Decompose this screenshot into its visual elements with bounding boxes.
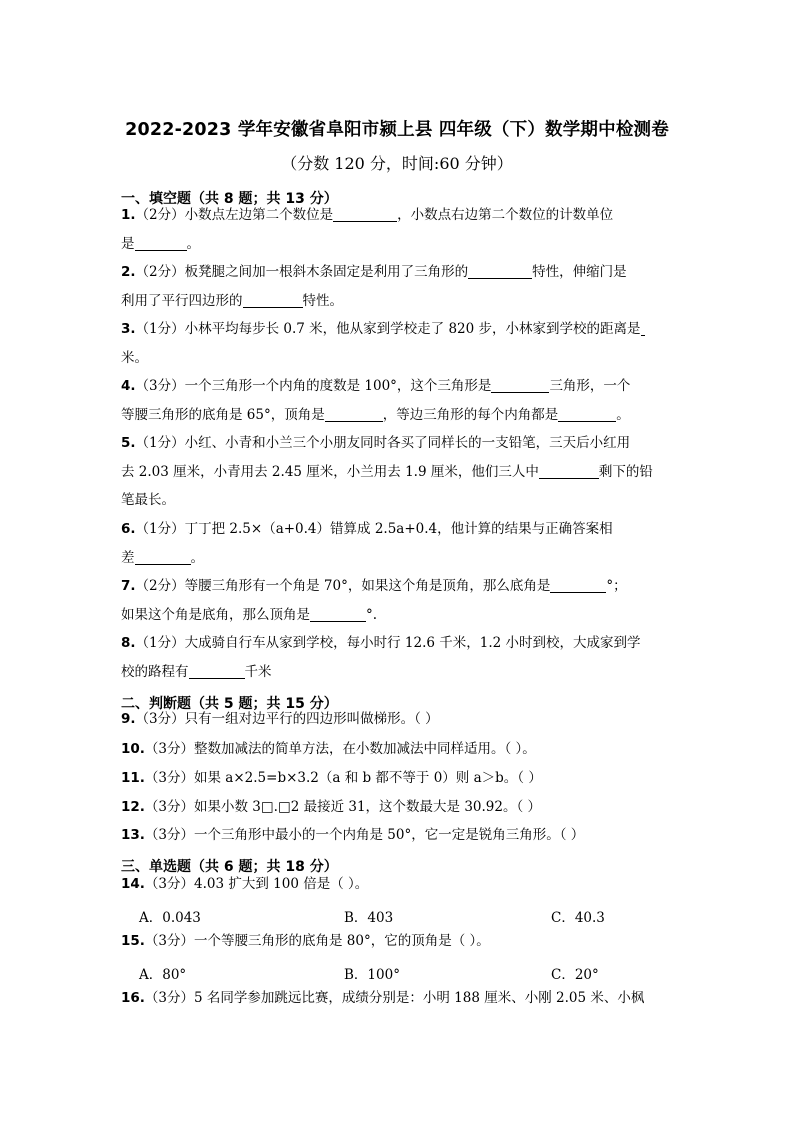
answer-blank[interactable]	[333, 205, 397, 222]
section-heading-single-choice: 三、单选题（共 6 题；共 18 分）	[121, 859, 338, 875]
answer-blank[interactable]	[468, 262, 532, 279]
option-c[interactable]: C．40.3	[551, 910, 605, 926]
question-11: 11.（3分）如果 a×2.5=b×3.2（a 和 b 都不等于 0）则 a＞b。（ ）	[121, 770, 542, 786]
question-9: 9.（3分）只有一组对边平行的四边形叫做梯形。（ ）	[121, 711, 439, 727]
question-7: 7.（2分）等腰三角形有一个角是 70°，如果这个角是顶角，那么底角是 °； 如果这个角是底角，那么顶角是 °.	[121, 578, 627, 623]
section-heading-true-false: 二、判断题（共 5 题；共 15 分）	[121, 696, 338, 712]
answer-blank[interactable]	[558, 405, 616, 422]
page-subtitle: （分数 120 分，时间:60 分钟）	[281, 154, 513, 173]
question-1: 1.（2分）小数点左边第二个数位是 ，小数点右边第二个数位的计数单位 是 。	[121, 207, 614, 252]
answer-blank[interactable]	[310, 605, 366, 622]
question-4: 4.（3分）一个三角形一个内角的度数是 100°，这个三角形是 三角形，一个 等腰三角形的底角是 65°，顶角是 ，等边三角形的每个内角都是 。	[121, 378, 631, 423]
question-12: 12.（3分）如果小数 3□.□2 最接近 31，这个数最大是 30.92。（ ）	[121, 799, 542, 815]
answer-blank[interactable]	[135, 548, 191, 565]
section-heading-fill-blank: 一、填空题（共 8 题；共 13 分）	[121, 191, 338, 207]
answer-blank[interactable]	[189, 662, 245, 679]
question-2: 2.（2分）板凳腿之间加一根斜木条固定是利用了三角形的 特性，伸缩门是 利用了平行四边形的 特性。	[121, 264, 627, 309]
answer-blank[interactable]	[641, 319, 645, 336]
question-3: 3.（1分）小林平均每步长 0.7 米，他从家到学校走了 820 步，小林家到学校的距离是 米。	[121, 315, 681, 372]
question-6: 6.（1分）丁丁把 2.5×（a+0.4）错算成 2.5a+0.4，他计算的结果与正确答案相 差 。	[121, 521, 613, 566]
answer-blank[interactable]	[243, 291, 303, 308]
option-a[interactable]: A．80°	[139, 967, 187, 983]
option-b[interactable]: B．403	[344, 910, 394, 926]
page-title: 2022-2023 学年安徽省阜阳市颍上县 四年级（下）数学期中检测卷	[125, 120, 669, 140]
question-16: 16.（3分）5 名同学参加跳远比赛，成绩分别是：小明 188 厘米、小刚 2.05 米、小枫	[121, 990, 645, 1006]
question-15: 15.（3分）一个等腰三角形的底角是 80°，它的顶角是（ ）。	[121, 933, 490, 949]
question-8: 8.（1分）大成骑自行车从家到学校，每小时行 12.6 千米，1.2 小时到校，大成家到学 校的路程有 千米	[121, 635, 641, 680]
question-10: 10.（3分）整数加减法的简单方法，在小数加减法中同样适用。（ ）。	[121, 741, 536, 757]
answer-blank[interactable]	[325, 405, 383, 422]
answer-blank[interactable]	[539, 462, 599, 479]
option-a[interactable]: A．0.043	[139, 910, 201, 926]
question-13: 13.（3分）一个三角形中最小的一个内角是 50°，它一定是锐角三角形。（ ）	[121, 827, 585, 843]
option-c[interactable]: C．20°	[551, 967, 599, 983]
answer-blank[interactable]	[135, 234, 187, 251]
question-14: 14.（3分）4.03 扩大到 100 倍是（ ）。	[121, 876, 369, 892]
answer-blank[interactable]	[550, 576, 606, 593]
answer-blank[interactable]	[491, 376, 549, 393]
option-b[interactable]: B．100°	[344, 967, 400, 983]
question-5: 5.（1分）小红、小青和小兰三个小朋友同时各买了同样长的一支铅笔，三天后小红用 去 2.03 厘米，小青用去 2.45 厘米，小兰用去 1.9 厘米，他们三人中 剩下的铅 笔最长。	[121, 435, 653, 508]
